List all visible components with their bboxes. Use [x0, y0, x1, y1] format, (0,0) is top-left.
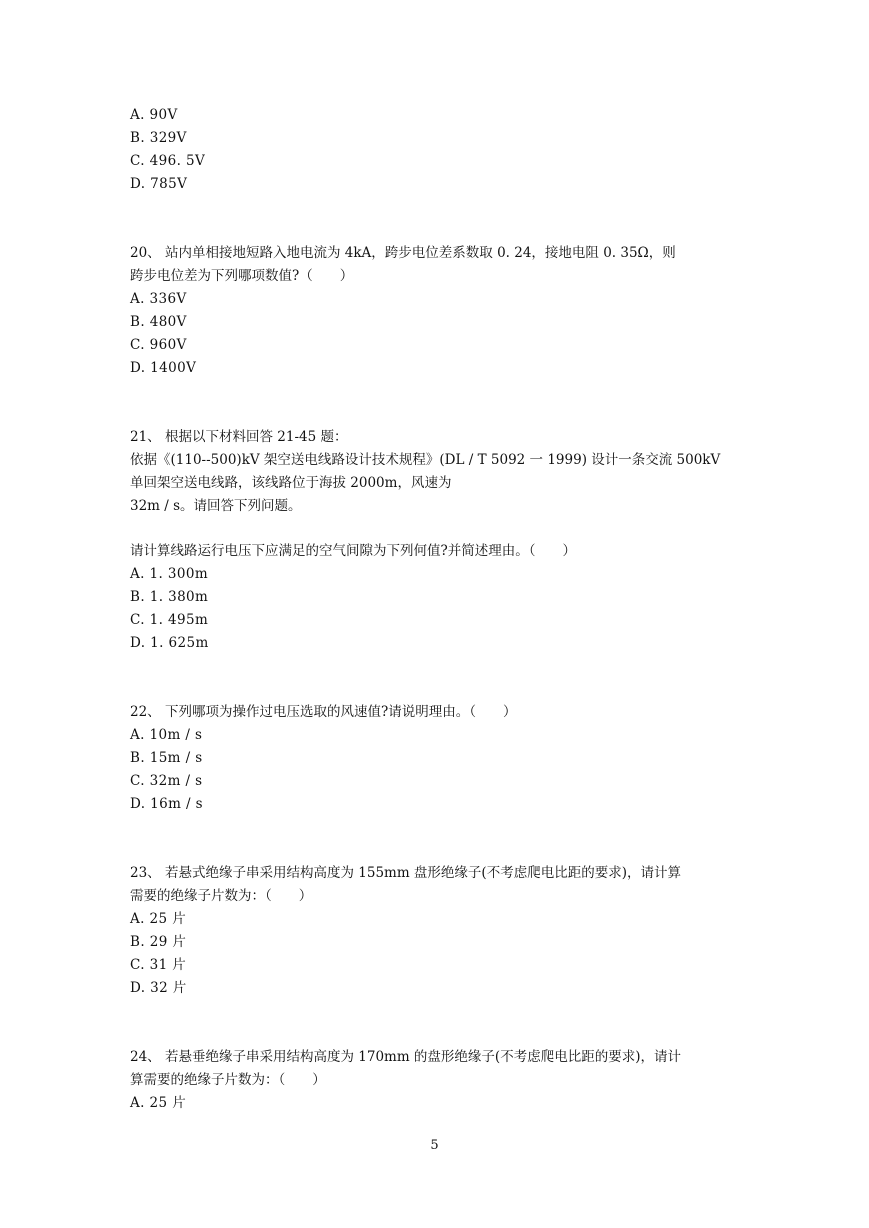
option-a: A. 10m / s — [130, 727, 203, 743]
option-b: B. 15m / s — [130, 750, 203, 766]
option-d: D. 32 片 — [130, 980, 187, 996]
option-a: A. 1. 300m — [130, 566, 209, 582]
question-text: 23、 若悬式绝缘子串采用结构高度为 155mm 盘形绝缘子(不考虑爬电比距的要求)，请计算 — [130, 865, 681, 881]
option-b: B. 29 片 — [130, 934, 187, 950]
question-22 — [130, 701, 742, 816]
question-24 — [130, 1046, 742, 1115]
option-c: C. 496. 5V — [130, 153, 206, 169]
option-a: A. 25 片 — [130, 911, 187, 927]
question-20 — [130, 242, 742, 380]
question-text: 需要的绝缘子片数为：（ ） — [130, 888, 313, 904]
question-text: 24、 若悬垂绝缘子串采用结构高度为 170mm 的盘形绝缘子(不考虑爬电比距的要求)，请计 — [130, 1049, 681, 1065]
material-text: 单回架空送电线路，该线路位于海拔 2000m，风速为 — [130, 475, 452, 491]
option-b: B. 329V — [130, 130, 187, 146]
question-text: 请计算线路运行电压下应满足的空气间隙为下列何值?并简述理由。（ ） — [130, 543, 576, 559]
option-d: D. 16m / s — [130, 796, 203, 812]
question-text: 22、 下列哪项为操作过电压选取的风速值?请说明理由。（ ） — [130, 704, 517, 720]
question-text: 跨步电位差为下列哪项数值?（ ） — [130, 268, 354, 284]
option-b: B. 480V — [130, 314, 187, 330]
question-text: 算需要的绝缘子片数为：（ ） — [130, 1072, 326, 1088]
material-text: 依据《(110--500)kV 架空送电线路设计技术规程》(DL / T 5092 一 1999) 设计一条交流 500kV — [130, 452, 721, 468]
question-text: 20、 站内单相接地短路入地电流为 4kA，跨步电位差系数取 0. 24，接地电阻 0. 35Ω，则 — [130, 245, 676, 261]
option-a: A. 90V — [130, 107, 178, 123]
document-page — [130, 104, 742, 1115]
option-c: C. 960V — [130, 337, 187, 353]
question-21 — [130, 426, 742, 655]
option-b: B. 1. 380m — [130, 589, 209, 605]
question-23 — [130, 862, 742, 1000]
material-header: 21、 根据以下材料回答 21-45 题： — [130, 429, 348, 445]
option-d: D. 785V — [130, 176, 188, 192]
option-d: D. 1. 625m — [130, 635, 209, 651]
option-c: C. 32m / s — [130, 773, 203, 789]
option-d: D. 1400V — [130, 360, 197, 376]
page-number: 5 — [430, 1138, 439, 1153]
option-c: C. 1. 495m — [130, 612, 209, 628]
option-a: A. 336V — [130, 291, 187, 307]
options-block-q19 — [130, 104, 742, 196]
option-a: A. 25 片 — [130, 1095, 187, 1111]
material-text: 32m / s。请回答下列问题。 — [130, 498, 302, 514]
option-c: C. 31 片 — [130, 957, 187, 973]
